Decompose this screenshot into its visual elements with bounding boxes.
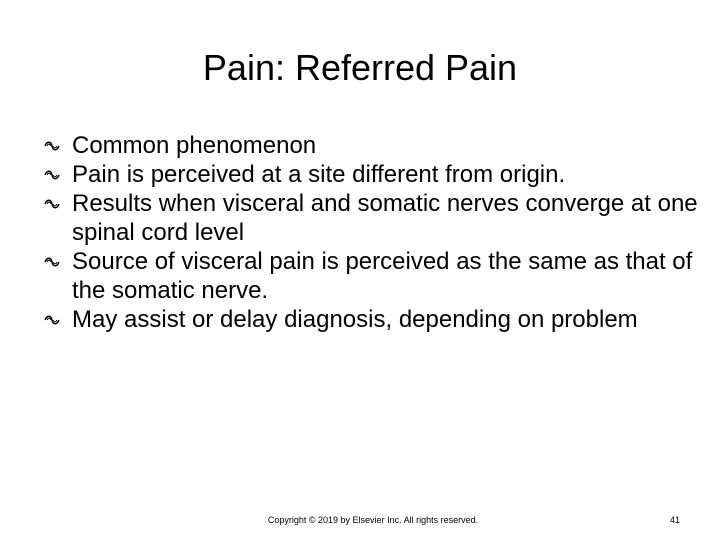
fleuron-leaf-icon	[44, 169, 60, 181]
footer-copyright: Copyright © 2019 by Elsevier Inc. All rights reserved.	[267, 515, 479, 525]
slide-title: Pain: Referred Pain	[202, 47, 518, 88]
bullet-item	[0, 160, 700, 189]
bullet-item	[0, 189, 700, 247]
fleuron-leaf-icon	[44, 140, 60, 152]
bullet-text: May assist or delay diagnosis, depending on problem	[72, 306, 638, 333]
bullet-text: Common phenomenon	[72, 132, 317, 159]
bullet-item	[0, 247, 700, 305]
fleuron-leaf-icon	[44, 198, 60, 210]
bullet-text: Pain is perceived at a site different from origin.	[72, 161, 566, 188]
page-number: 41	[669, 515, 680, 525]
bullet-item	[0, 305, 700, 334]
bullet-item	[0, 131, 700, 160]
bullet-text: Source of visceral pain is perceived as the same as that of the somatic nerve.	[72, 248, 693, 304]
fleuron-leaf-icon	[44, 256, 60, 268]
bullet-list	[0, 131, 700, 334]
fleuron-leaf-icon	[44, 314, 60, 326]
bullet-text: Results when visceral and somatic nerves converge at one spinal cord level	[72, 190, 698, 246]
